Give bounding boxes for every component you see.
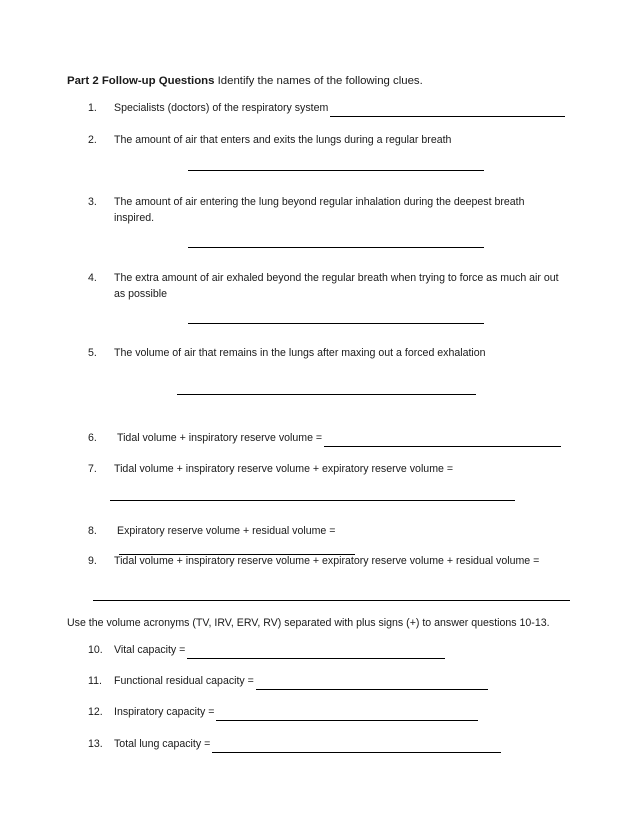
question-1 <box>88 101 568 117</box>
question-8-text: Expiratory reserve volume + residual volume = <box>117 524 568 555</box>
question-7-text: Tidal volume + inspiratory reserve volume + expiratory reserve volume = <box>114 463 454 475</box>
question-1-number: 1. <box>88 102 97 114</box>
question-5-number: 5. <box>88 347 97 359</box>
question-8 <box>88 524 568 555</box>
question-2 <box>88 133 558 149</box>
page-title-bold: Part 2 Follow-up Questions <box>67 75 215 87</box>
question-13-answer-blank[interactable] <box>212 741 501 753</box>
question-1-text: Specialists (doctors) of the respiratory system <box>114 101 568 117</box>
question-13 <box>88 737 568 753</box>
question-10 <box>88 643 568 659</box>
question-5 <box>88 346 558 362</box>
question-3-answer-blank[interactable] <box>188 247 484 248</box>
question-2-number: 2. <box>88 134 97 146</box>
question-4 <box>88 271 571 302</box>
question-4-number: 4. <box>88 272 97 284</box>
question-13-text: Total lung capacity = <box>114 737 568 753</box>
question-4-text: The extra amount of air exhaled beyond the regular breath when trying to force as much air out as possible <box>114 272 559 300</box>
question-13-number: 13. <box>88 738 103 750</box>
question-9-number: 9. <box>88 555 97 567</box>
question-6-text: Tidal volume + inspiratory reserve volume = <box>117 431 568 447</box>
question-10-text: Vital capacity = <box>114 643 568 659</box>
question-2-answer-blank[interactable] <box>188 170 484 171</box>
question-12 <box>88 705 568 721</box>
question-11-answer-blank[interactable] <box>256 678 488 690</box>
question-9 <box>88 554 558 570</box>
question-7-answer-blank[interactable] <box>110 500 515 501</box>
page-title <box>67 74 577 89</box>
question-2-text: The amount of air that enters and exits the lungs during a regular breath <box>114 134 452 146</box>
question-6 <box>88 431 568 447</box>
question-12-text: Inspiratory capacity = <box>114 705 568 721</box>
question-5-text: The volume of air that remains in the lungs after maxing out a forced exhalation <box>114 347 486 359</box>
question-3-number: 3. <box>88 196 97 208</box>
question-6-answer-blank[interactable] <box>324 435 561 447</box>
question-11-number: 11. <box>88 675 102 687</box>
question-11 <box>88 674 568 690</box>
page-title-instruction: Identify the names of the following clues. <box>214 75 423 87</box>
question-4-answer-blank[interactable] <box>188 323 484 324</box>
acronym-instruction: Use the volume acronyms (TV, IRV, ERV, RV) separated with plus signs (+) to answer questions 10-13. <box>67 617 550 629</box>
question-1-answer-blank[interactable] <box>330 105 565 117</box>
question-12-number: 12. <box>88 706 103 718</box>
question-3-text: The amount of air entering the lung beyond regular inhalation during the deepest breath inspired. <box>114 196 525 224</box>
question-5-answer-blank[interactable] <box>177 394 476 395</box>
question-10-answer-blank[interactable] <box>187 647 445 659</box>
question-7 <box>88 462 558 478</box>
question-6-number: 6. <box>88 432 97 444</box>
question-9-text: Tidal volume + inspiratory reserve volume + expiratory reserve volume + residual volume = <box>114 555 540 567</box>
question-12-answer-blank[interactable] <box>216 709 478 721</box>
question-11-text: Functional residual capacity = <box>114 674 568 690</box>
question-8-number: 8. <box>88 525 97 537</box>
question-10-number: 10. <box>88 644 103 656</box>
question-9-answer-blank[interactable] <box>93 600 570 601</box>
question-3 <box>88 195 540 226</box>
question-7-number: 7. <box>88 463 97 475</box>
